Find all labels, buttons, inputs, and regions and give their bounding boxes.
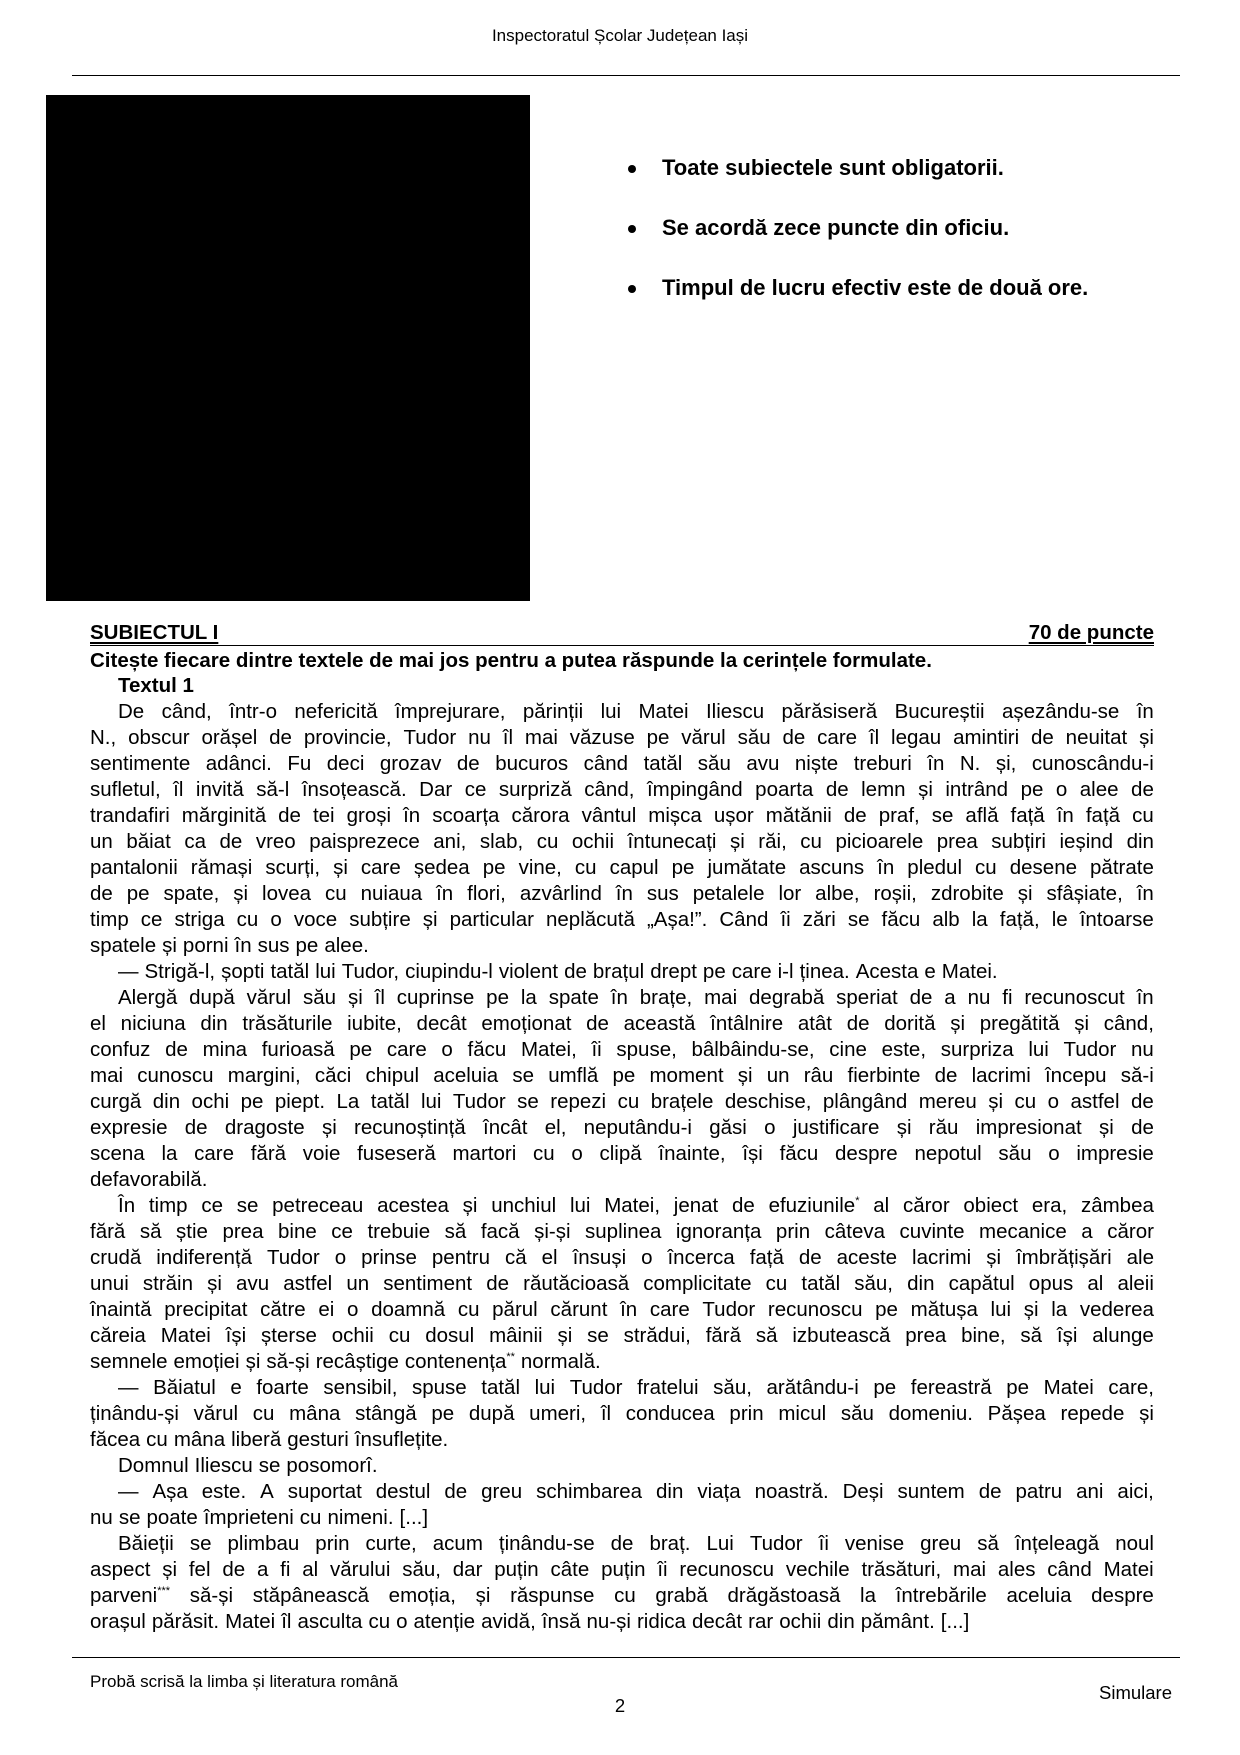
text-line: În timp ce se petreceau acestea și unchiul lui Matei, jenat de efuziunile* al căror obiect era, zâmbea [118, 1194, 1154, 1217]
text-line: Domnul Iliescu se posomorî. [118, 1454, 378, 1477]
subject-divider [90, 645, 1154, 646]
text-line: un băiat ca de vreo paisprezece ani, slab, cu ochii întunecați și răi, cu picioarele prea subțiri ieșind din [90, 830, 1154, 853]
header-title: Inspectoratul Școlar Județean Iași [491, 26, 749, 45]
text-line: de pe spate, și lovea cu nuiaua în flori, azvârlind în sus petalele lor albe, roșii, zdrobite și sfâșiate, în [90, 882, 1154, 905]
text-line: De când, într-o nefericită împrejurare, părinții lui Matei Iliescu părăsiseră Bucureștii așezându-se în [118, 700, 1154, 723]
text-line: confuz de mina furioasă pe care o făcu Matei, îi spuse, bâlbâindu-se, cine este, surpriza lui Tudor nu [90, 1038, 1154, 1061]
text-line: — Strigă-l, șopti tatăl lui Tudor, ciupindu-l violent de brațul drept pe care i-l ținea. Acesta e Matei. [118, 960, 998, 983]
text-line: pantalonii rămași scurți, și care ședea pe vine, cu capul pe jumătate ascuns în pledul cu desene pătrate [90, 856, 1154, 879]
text-line: nu se poate împrieteni cu nimeni. [...] [90, 1506, 429, 1529]
text-line: trandafiri mărginită de tei groși în scoarța cărora vântul mișca ușor mătănii de praf, se află față în față cu [90, 804, 1154, 827]
bullet-icon [628, 285, 636, 293]
text-line: Alergă după vărul său și îl cuprinse pe la spate în brațe, mai degrabă speriat de a nu fi recunoscut în [118, 986, 1154, 1009]
subject-header [90, 620, 1154, 646]
text-line: el niciuna din trăsăturile iubite, decât emoționat de această întâlnire atât de dorită și pregătită și când, [90, 1012, 1154, 1035]
rule-text: Timpul de lucru efectiv este de două ore. [662, 275, 1089, 300]
text-line: defavorabilă. [90, 1168, 208, 1191]
text-line: înaintă precipitat către ei o doamnă cu părul cărunt în care Tudor recunoscu pe mătușa lui și la vederea [90, 1298, 1154, 1321]
text-line: parveni*** să-și stăpânească emoția, și răspunse cu grabă drăgăstoasă la întrebările aceluia despre [90, 1584, 1154, 1607]
text-line: semnele emoției și să-și recâștige contenența** normală. [90, 1350, 601, 1373]
bullet-icon [628, 165, 636, 173]
subject-instruction: Citește fiecare dintre textele de mai jos pentru a putea răspunde la cerințele formulate. [90, 649, 932, 672]
text-line: expresie de dragoste și recunoștință încât el, neputându-i găsi o justificare și rău impresionat și de [90, 1116, 1154, 1139]
text-body [90, 673, 1154, 1635]
page-number: 2 [614, 1695, 626, 1716]
text-line: timp ce striga cu o voce subțire și particular neplăcută „Așa!”. Când îi zări se făcu alb la față, le întoarse [90, 908, 1154, 931]
subject-title: SUBIECTUL I [90, 621, 219, 644]
text-line: ținându-și vărul cu mâna stângă pe după umeri, îl conducea prin micul său domeniu. Pășea repede și [90, 1402, 1154, 1425]
text-line: aspect și fel de a fi al vărului său, dar puțin câte puțin îi recunoscu vechile trăsături, mai ales când Matei [90, 1558, 1154, 1581]
rule-text: Se acordă zece puncte din oficiu. [662, 215, 1010, 240]
text-line: spatele și porni în sus pe alee. [90, 934, 369, 957]
text-line: fără să știe prea bine ce trebuie să facă și-și suplinea ignoranța prin câteva cuvinte mecanice a căror [90, 1220, 1154, 1243]
footer-exam-name: Probă scrisă la limba și literatura română [90, 1672, 399, 1691]
rule-item [628, 154, 1088, 214]
redacted-image-block [46, 95, 530, 601]
text-line: — Băiatul e foarte sensibil, spuse tatăl lui Tudor fratelui său, arătându-i pe fereastră pe Matei care, [118, 1376, 1154, 1399]
text-line: N., obscur orășel de provincie, Tudor nu îl mai văzuse pe vărul său de care îl legau amintiri de neuitat și [90, 726, 1154, 749]
text-line: scena la care fără voie fuseseră martori cu o clipă înainte, își făcu despre nepotul său o impresie [90, 1142, 1154, 1165]
rule-item [628, 274, 1088, 334]
exam-rules-list [628, 154, 1088, 334]
footer-label: Simulare [1099, 1682, 1172, 1703]
text-line: sentimente adânci. Fu deci grozav de bucuros când tatăl său avu niște treburi în N. și, cunoscându-i [90, 752, 1154, 775]
footer-divider [72, 1657, 1180, 1658]
text-line: unui străin și avu astfel un sentiment de răutăcioasă complicitate cu tatăl său, din capătul opus al aleii [90, 1272, 1154, 1295]
text-line: orașul părăsit. Matei îl asculta cu o atenție avidă, însă nu-și ridica decât rar ochii din pământ. [...] [90, 1610, 970, 1633]
text-line: — Așa este. A suportat destul de greu schimbarea din viața noastră. Deși suntem de patru ani aici, [118, 1480, 1154, 1503]
text-line: sufletul, îl invită să-l însoțească. Dar ce surpriză când, împingând poarta de lemn și intrând pe o alee de [90, 778, 1154, 801]
subject-points: 70 de puncte [1028, 621, 1154, 644]
rule-text: Toate subiectele sunt obligatorii. [662, 155, 1004, 180]
text-line: crudă indiferență Tudor o prinse pentru că el însuși o încerca față de aceste lacrimi și îmbrățișări ale [90, 1246, 1154, 1269]
bullet-icon [628, 225, 636, 233]
text-line: Băieții se plimbau prin curte, acum ținându-se de braț. Lui Tudor îi venise greu să înțeleagă noul [118, 1532, 1154, 1555]
text-heading: Textul 1 [118, 674, 194, 697]
rule-item [628, 214, 1088, 274]
text-line: curgă din ochi pe piept. La tatăl lui Tudor se repezi cu brațele deschise, plângând mereu și cu o astfel de [90, 1090, 1154, 1113]
header-divider [72, 75, 1180, 76]
text-line: făcea cu mâna liberă gesturi însuflețite. [90, 1428, 449, 1451]
text-line: căreia Matei își șterse ochii cu dosul mâinii și se strădui, fără să izbutească prea bine, să își alunge [90, 1324, 1154, 1347]
text-line: mai cunoscu margini, căci chipul aceluia se umflă pe moment și un râu fierbinte de lacrimi începu să-i [90, 1064, 1154, 1087]
